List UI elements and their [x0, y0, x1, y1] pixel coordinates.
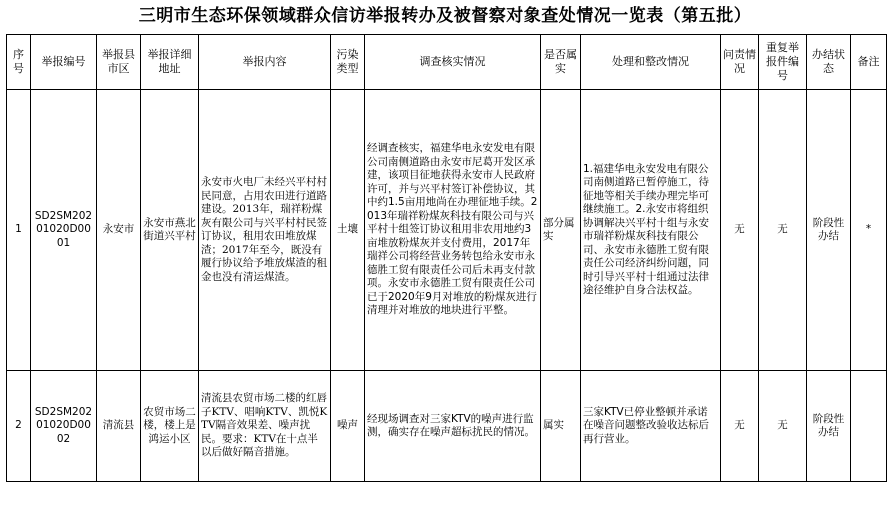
cell-code: SD2SM20201020D0002 — [31, 371, 97, 482]
cell-county: 清流县 — [97, 371, 141, 482]
table-header-row — [7, 35, 887, 90]
cell-seq: 2 — [7, 371, 31, 482]
header-county: 举报县市区 — [97, 35, 141, 90]
cell-handling: 三家KTV已停业整顿并承诺在噪音问题整改验收达标后再行营业。 — [581, 371, 721, 482]
cell-investigation: 经调查核实，福建华电永安发电有限公司南侧道路由永安市尼葛开发区承建，该项目征地获得永安市人民政府许可，并与兴平村签订补偿协议，其中约1.5亩用地尚在办理征地手续。2013年瑞祥粉煤灰科技有限公司与兴平村十组签订协议租用非农用地约3亩堆放粉煤灰并支付费用，2017年瑞祥公司将经营业务转包给永安市永德胜工贸有限责任公司后未再支付款项。永安市永德胜工贸有限责任公司已于2020年9月对堆放的粉煤灰进行清理并对堆放的地块进行平整。 — [365, 90, 541, 371]
cell-address: 农贸市场二楼，楼上是鸿运小区 — [141, 371, 199, 482]
table-row — [7, 90, 887, 371]
cell-accountability: 无 — [721, 90, 759, 371]
header-code: 举报编号 — [31, 35, 97, 90]
table-row — [7, 371, 887, 482]
cell-seq: 1 — [7, 90, 31, 371]
header-investigation: 调查核实情况 — [365, 35, 541, 90]
header-repeat: 重复举报件编号 — [759, 35, 807, 90]
cell-investigation: 经现场调查对三家KTV的噪声进行监测，确实存在噪声超标扰民的情况。 — [365, 371, 541, 482]
cell-remark — [851, 371, 887, 482]
header-address: 举报详细地址 — [141, 35, 199, 90]
cell-verified: 属实 — [541, 371, 581, 482]
cell-repeat: 无 — [759, 371, 807, 482]
header-accountability: 问责情况 — [721, 35, 759, 90]
header-seq: 序号 — [7, 35, 31, 90]
cell-content: 清流县农贸市场二楼的红唇子KTV、唱响KTV、凯悦KTV隔音效果差、噪声扰民。要求：KTV在十点半以后做好隔音措施。 — [199, 371, 331, 482]
header-verified: 是否属实 — [541, 35, 581, 90]
header-handling: 处理和整改情况 — [581, 35, 721, 90]
header-remark: 备注 — [851, 35, 887, 90]
cell-verified: 部分属实 — [541, 90, 581, 371]
cell-content: 永安市火电厂未经兴平村村民同意，占用农田进行道路建设。2013年，瑞祥粉煤灰有限公司与兴平村村民签订协议，租用农田堆放煤渣；2017年至今，既没有履行协议给予堆放煤渣的租金也没有清运煤渣。 — [199, 90, 331, 371]
cell-remark: * — [851, 90, 887, 371]
cell-code: SD2SM20201020D0001 — [31, 90, 97, 371]
header-pollution: 污染类型 — [331, 35, 365, 90]
header-status: 办结状态 — [807, 35, 851, 90]
cell-handling: 1.福建华电永安发电有限公司南侧道路已暂停施工，待征地等相关手续办理完毕可继续施工。2.永安市将组织协调解决兴平村十组与永安市瑞祥粉煤灰科技有限公司、永安市永德胜工贸有限责任公司经济纠纷问题，同时引导兴平村十组通过法律途径维护自身合法权益。 — [581, 90, 721, 371]
header-content: 举报内容 — [199, 35, 331, 90]
cell-county: 永安市 — [97, 90, 141, 371]
cell-status: 阶段性办结 — [807, 371, 851, 482]
cell-status: 阶段性办结 — [807, 90, 851, 371]
cell-pollution: 土壤 — [331, 90, 365, 371]
report-table — [6, 34, 887, 482]
cell-repeat: 无 — [759, 90, 807, 371]
page-title: 三明市生态环保领域群众信访举报转办及被督察对象查处情况一览表（第五批） — [138, 6, 752, 26]
cell-address: 永安市燕北街道兴平村 — [141, 90, 199, 371]
cell-accountability: 无 — [721, 371, 759, 482]
cell-pollution: 噪声 — [331, 371, 365, 482]
